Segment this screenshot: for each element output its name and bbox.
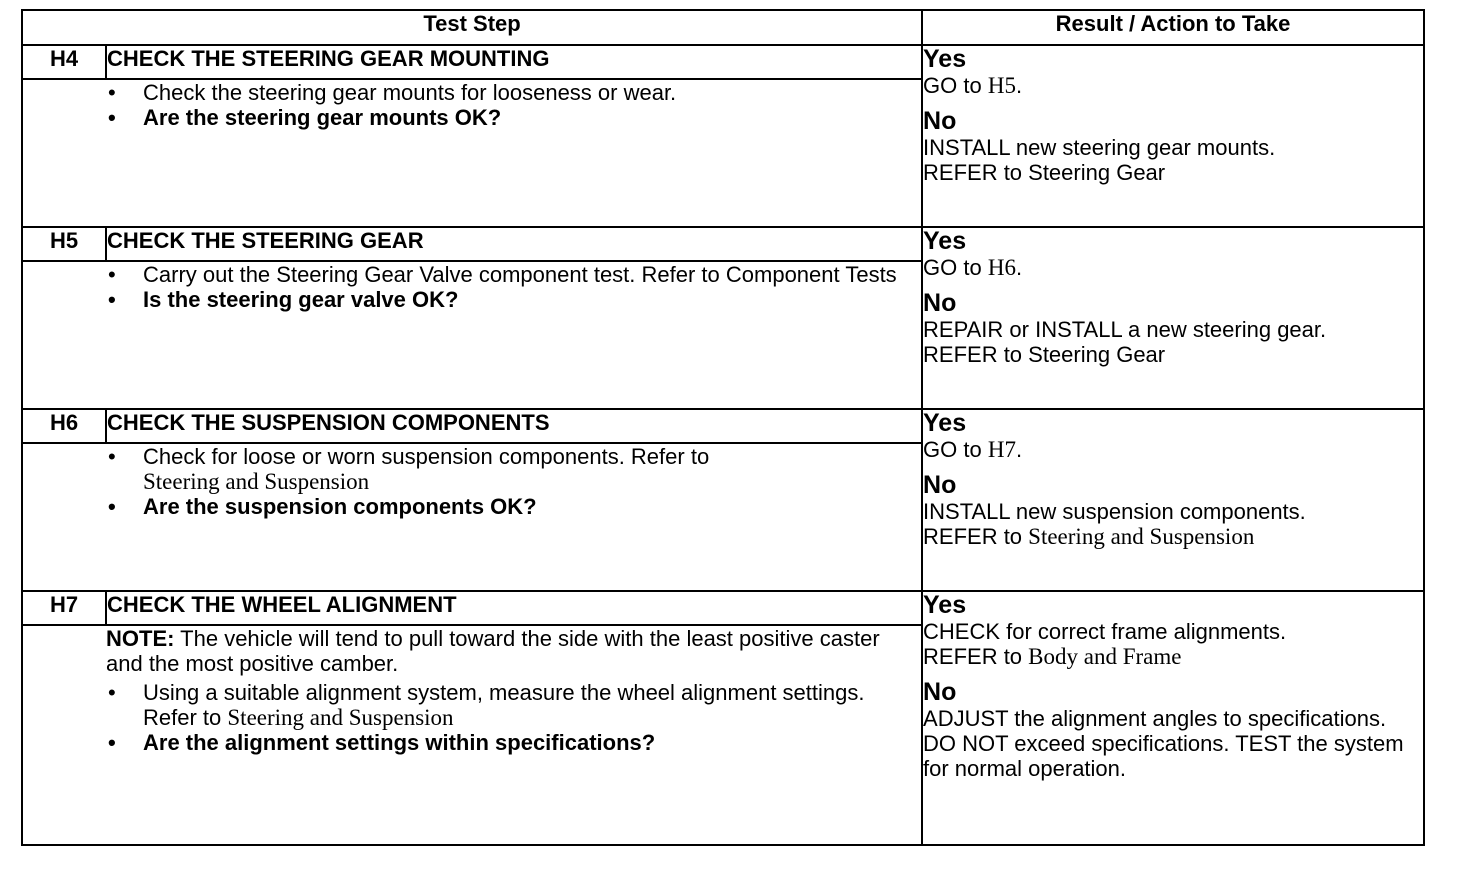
yes-action: CHECK for correct frame alignments. [923,619,1287,644]
result-cell-h5 [922,227,1424,409]
step-title-row-h4 [22,45,1424,79]
step-instruction: • Check the steering gear mounts for looseness or wear. [106,80,921,105]
note-label: NOTE: [106,626,175,651]
no-action: INSTALL new suspension components. [923,499,1306,524]
manual-ref-link[interactable]: Body and Frame [1028,644,1182,669]
step-instruction: • Check for loose or worn suspension components. Refer to Steering and Suspension [106,444,921,494]
table-header-row [22,10,1424,45]
header-result-action: Result / Action to Take [922,10,1424,45]
step-id: H6 [22,409,106,443]
step-title-row-h6 [22,409,1424,443]
step-bullet-list [106,262,921,312]
step-id: H4 [22,45,106,79]
step-body [106,261,922,409]
no-action-refer: REFER to Steering and Suspension [923,524,1255,549]
result-cell-h7 [922,591,1424,845]
step-title: CHECK THE WHEEL ALIGNMENT [106,591,922,625]
no-label: No [923,289,957,317]
no-action-refer: REFER to Steering Gear [923,160,1166,185]
yes-action: GO to H5. [923,73,1023,98]
yes-label: Yes [923,591,967,619]
step-title-row-h7 [22,591,1424,625]
no-action: ADJUST the alignment angles to specifications. DO NOT exceed specifications. TEST the system for normal operation. [923,706,1404,781]
step-ref-link[interactable]: H7 [987,437,1016,462]
step-question: • Is the steering gear valve OK? [106,287,921,312]
no-label: No [923,107,957,135]
step-body [106,443,922,591]
step-id: H7 [22,591,106,625]
step-instruction: • Carry out the Steering Gear Valve component test. Refer to Component Tests [106,262,921,287]
yes-label: Yes [923,227,967,255]
yes-action: GO to H7. [923,437,1023,462]
manual-ref-link[interactable]: Steering and Suspension [143,469,370,494]
header-test-step: Test Step [22,10,922,45]
no-action: INSTALL new steering gear mounts. [923,135,1276,160]
step-ref-link[interactable]: H5 [987,73,1016,98]
note-text: The vehicle will tend to pull toward the side with the least positive caster and the most positive camber. [106,626,880,676]
yes-label: Yes [923,409,967,437]
result-cell-h6 [922,409,1424,591]
diagnostic-table [21,9,1425,846]
step-instruction: • Using a suitable alignment system, measure the wheel alignment settings. Refer to Steering and Suspension [106,680,921,730]
no-action: REPAIR or INSTALL a new steering gear. [923,317,1327,342]
step-question: • Are the suspension components OK? [106,494,921,519]
no-action-refer: REFER to Steering Gear [923,342,1166,367]
step-id: H5 [22,227,106,261]
step-title-row-h5 [22,227,1424,261]
step-ref-link[interactable]: H6 [987,255,1016,280]
yes-action: GO to H6. [923,255,1023,280]
result-cell-h4 [922,45,1424,227]
step-question: • Are the alignment settings within specifications? [106,730,921,755]
yes-action-refer: REFER to Body and Frame [923,644,1182,669]
step-bullet-list [106,444,921,519]
manual-ref-link[interactable]: Steering and Suspension [227,705,454,730]
step-body [106,79,922,227]
step-note [106,626,921,676]
step-body [106,625,922,845]
step-bullet-list [106,680,921,755]
no-label: No [923,678,957,706]
step-question: • Are the steering gear mounts OK? [106,105,921,130]
manual-ref-link[interactable]: Steering and Suspension [1028,524,1255,549]
step-title: CHECK THE STEERING GEAR MOUNTING [106,45,922,79]
step-title: CHECK THE SUSPENSION COMPONENTS [106,409,922,443]
step-title: CHECK THE STEERING GEAR [106,227,922,261]
no-label: No [923,471,957,499]
step-bullet-list [106,80,921,130]
yes-label: Yes [923,45,967,73]
